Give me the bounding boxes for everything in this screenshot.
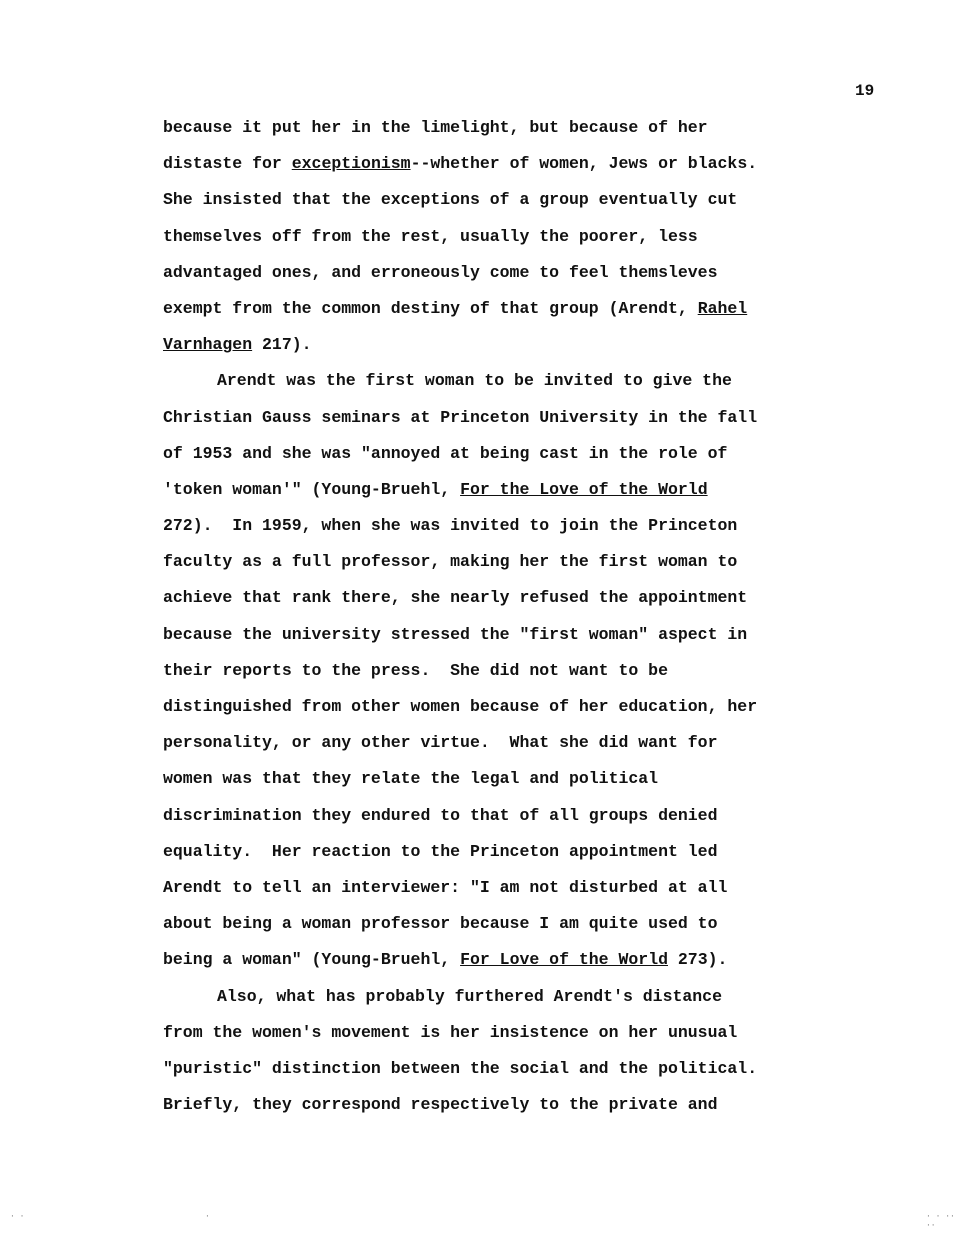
text-line: because it put her in the limelight, but because of her (163, 118, 708, 137)
text-line (163, 146, 843, 182)
text-line: of 1953 and she was "annoyed at being cast in the role of (163, 443, 728, 463)
text-line: equality. Her reaction to the Princeton appointment led (163, 841, 718, 861)
text-line: advantaged ones, and erroneously come to feel themsleves (163, 262, 718, 282)
underlined-title: For Love of the World (460, 950, 668, 970)
text-line: She insisted that the exceptions of a group eventually cut (163, 190, 738, 210)
text-line: themselves off from the rest, usually the poorer, less (163, 226, 698, 246)
text-line: Briefly, they correspond respectively to the private and (163, 1095, 718, 1115)
line-text: 'token woman'" (Young-Bruehl, (163, 479, 461, 499)
line-text: exempt from the common destiny of that group (Arendt, (163, 298, 698, 318)
line-text: 273). (668, 950, 728, 970)
underlined-title: For the Love of the World (460, 479, 708, 499)
text-line: achieve that rank there, she nearly refused the appointment (163, 588, 748, 608)
line-text: 217). (252, 335, 312, 355)
underlined-title: Varnhagen (163, 335, 253, 355)
text-line: distinguished from other women because of her education, her (163, 697, 758, 716)
scan-artifact: · (205, 1212, 210, 1221)
text-line: their reports to the press. She did not want to be (163, 660, 668, 680)
line-text: being a woman" (Young-Bruehl, (163, 950, 461, 970)
text-line: personality, or any other virtue. What she did want for (163, 733, 718, 753)
text-line: 272). In 1959, when she was invited to join the Princeton (163, 516, 738, 536)
text-line: because the university stressed the "first woman" aspect in (163, 624, 748, 644)
scan-artifact: · · (10, 1212, 25, 1221)
line-text: distaste for (163, 154, 292, 174)
text-line: faculty as a full professor, making her the first woman to (163, 552, 738, 572)
body-text (163, 110, 843, 1123)
text-line: Arendt to tell an interviewer: "I am not disturbed at all (163, 877, 728, 897)
text-line: about being a woman professor because I am quite used to (163, 914, 718, 934)
text-line: from the women's movement is her insistence on her unusual (163, 1022, 738, 1042)
text-line (163, 291, 843, 327)
text-line: women was that they relate the legal and political (163, 769, 659, 789)
text-line (163, 472, 843, 508)
text-line: "puristic" distinction between the social and the political. (163, 1058, 758, 1078)
text-line: Arendt was the first woman to be invited to give the (217, 371, 732, 391)
page-number: 19 (855, 82, 875, 100)
text-line: Also, what has probably furthered Arendt's distance (217, 986, 722, 1006)
line-text: --whether of women, Jews or blacks. (410, 154, 758, 174)
text-line (163, 327, 843, 363)
text-line (163, 942, 843, 978)
scan-artifact: · · ·· ·· (926, 1212, 955, 1230)
text-line: discrimination they endured to that of all groups denied (163, 805, 718, 825)
text-line: Christian Gauss seminars at Princeton University in the fall (163, 407, 758, 427)
underlined-title: Rahel (697, 298, 748, 318)
underlined-title: exceptionism (291, 154, 411, 174)
